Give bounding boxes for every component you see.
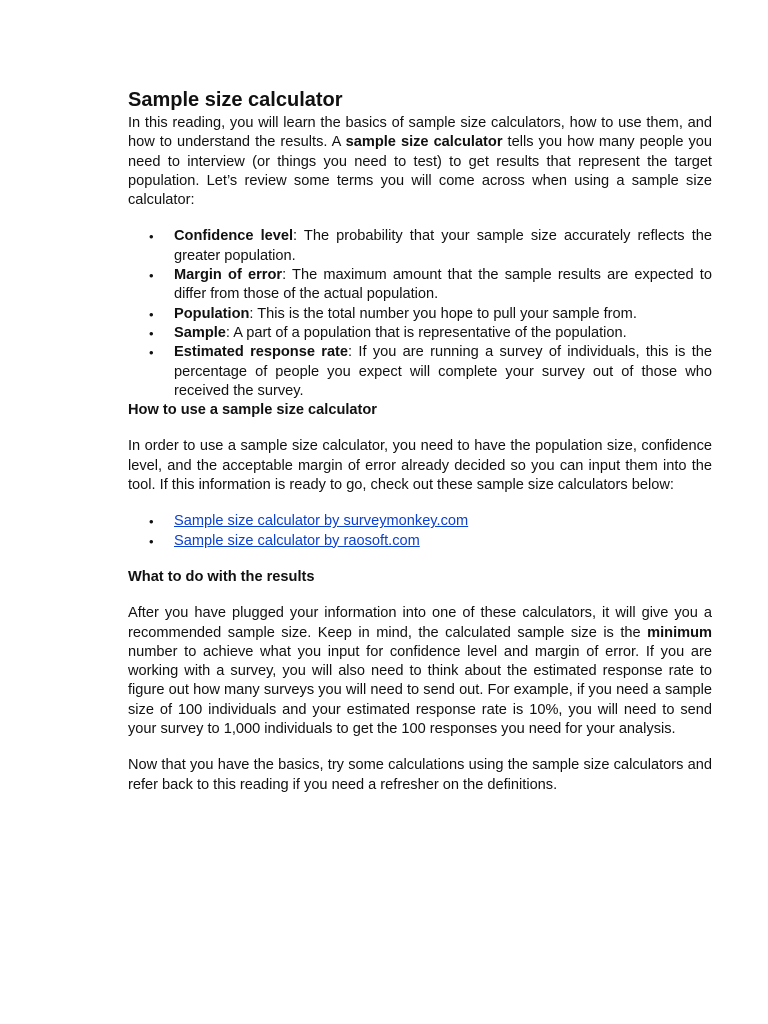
list-item xyxy=(128,227,712,266)
term-definition: : The maximum amount that the sample results are expected to differ from those of the actual population. xyxy=(174,267,712,303)
list-item xyxy=(128,532,712,551)
calculator-links-list xyxy=(128,512,712,551)
intro-text-2: tells you how many people you need to interview (or things you need to test) to get results that represent the target population. Let’s review some terms you will come across when using a sample size calculator: xyxy=(128,134,713,209)
results-heading: What to do with the results xyxy=(128,568,315,585)
document-body xyxy=(128,86,712,795)
term-label: Margin of error xyxy=(174,267,283,284)
spacer xyxy=(128,420,712,437)
intro-paragraph xyxy=(128,114,712,210)
term-label: Confidence level xyxy=(174,228,294,245)
intro-bold-term: sample size calculator xyxy=(345,134,503,151)
spacer xyxy=(128,495,712,512)
term-label: Population xyxy=(174,305,250,322)
term-definition: : If you are running a survey of individuals, this is the percentage of people you expect will complete your survey out of those who received the survey. xyxy=(174,344,712,399)
intro-text-1: In this reading, you will learn the basics of sample size calculators, how to use them, and how to understand the results. A xyxy=(128,115,712,151)
how-to-paragraph: In order to use a sample size calculator, you need to have the population size, confidence level, and the acceptable margin of error already decided so you can input them into the tool. If this information is ready to go, check out these sample size calculators below: xyxy=(128,438,712,494)
surveymonkey-link[interactable]: Sample size calculator by surveymonkey.com xyxy=(174,513,469,530)
results-bold-term: minimum xyxy=(647,624,712,641)
list-item xyxy=(128,343,712,401)
spacer xyxy=(128,587,712,604)
how-to-heading: How to use a sample size calculator xyxy=(128,402,377,419)
results-text-1: After you have plugged your information into one of these calculators, it will give you a recommended sample size. Keep in mind, the calculated sample size is the xyxy=(128,605,712,641)
list-item xyxy=(128,305,712,324)
term-definition: : This is the total number you hope to pull your sample from. xyxy=(249,305,637,322)
spacer xyxy=(128,210,712,227)
term-label: Estimated response rate xyxy=(174,344,349,361)
raosoft-link[interactable]: Sample size calculator by raosoft.com xyxy=(174,532,420,549)
results-text-2: number to achieve what you input for confidence level and margin of error. If you are working with a survey, you will also need to think about the estimated response rate to figure out how many surveys you will need to send out. For example, if you need a sample size of 100 individuals and your estimated response rate is 10%, you will need to send your survey to 1,000 individuals to get the 100 responses you need for your analysis. xyxy=(128,643,712,738)
list-item xyxy=(128,266,712,305)
closing-paragraph: Now that you have the basics, try some calculations using the sample size calculators and refer back to this reading if you need a refresher on the definitions. xyxy=(128,757,712,793)
term-definition: : A part of a population that is representative of the population. xyxy=(225,324,627,341)
page-title: Sample size calculator xyxy=(128,89,343,111)
list-item xyxy=(128,512,712,531)
term-label: Sample xyxy=(174,324,226,341)
spacer xyxy=(128,551,712,568)
results-paragraph xyxy=(128,604,712,739)
term-definition: : The probability that your sample size accurately reflects the greater population. xyxy=(174,228,712,264)
list-item xyxy=(128,324,712,343)
spacer xyxy=(128,739,712,756)
terms-list xyxy=(128,227,712,401)
